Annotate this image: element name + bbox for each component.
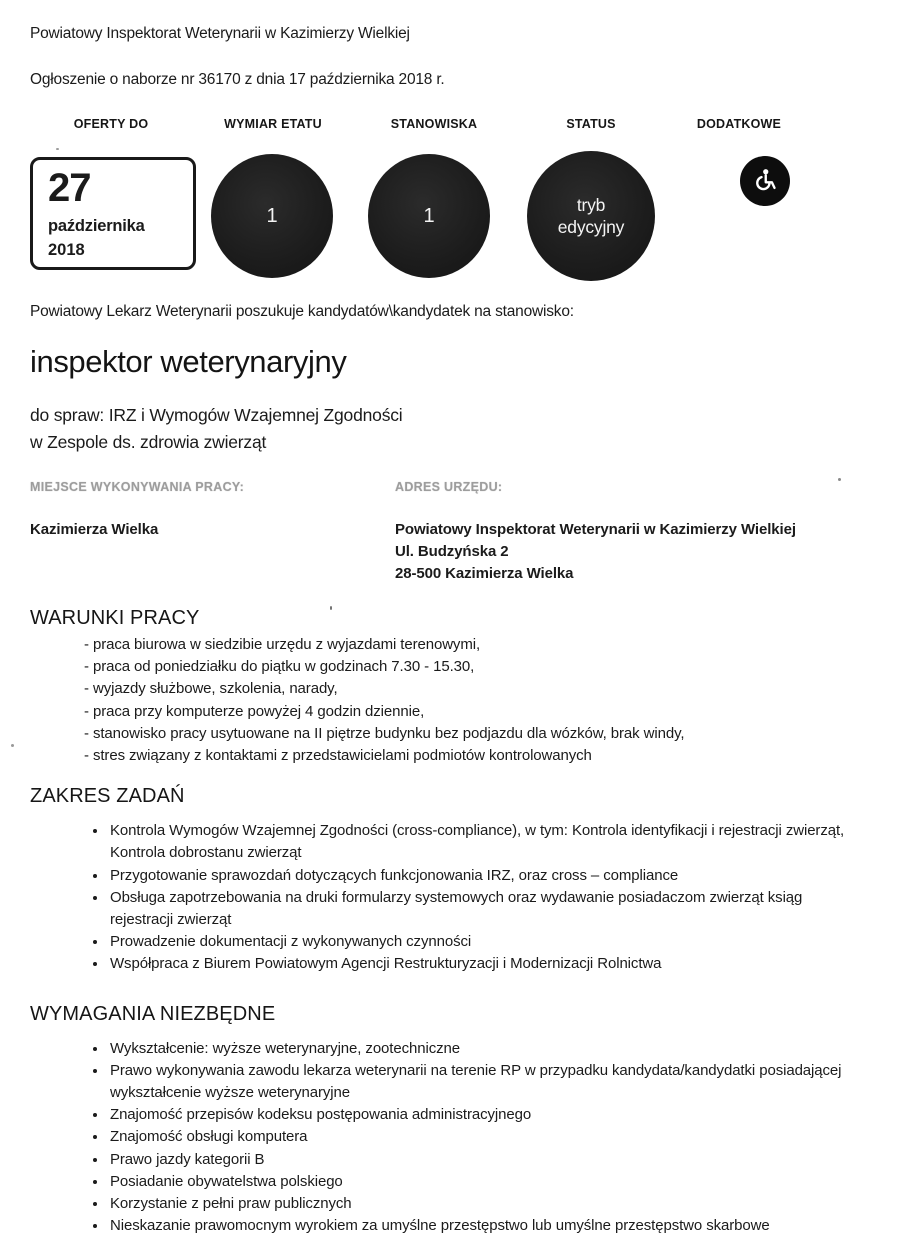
badge-label-wymiar-etatu: WYMIAR ETATU: [224, 117, 322, 131]
section-zakres-zadan: [30, 784, 850, 975]
stanowiska-value: 1: [423, 205, 435, 227]
list-item: - stres związany z kontaktami z przedstawicielami podmiotów kontrolowanych: [84, 747, 592, 765]
section-title-zakres: ZAKRES ZADAŃ: [30, 785, 185, 808]
location-address-labels: [30, 480, 850, 494]
workplace-label: MIEJSCE WYKONYWANIA PRACY:: [30, 480, 245, 494]
section-title-wymagania: WYMAGANIA NIEZBĘDNE: [30, 1002, 276, 1025]
office-address-line: Ul. Budzyńska 2: [395, 543, 509, 560]
list-item: • Prawo jazdy kategorii B: [108, 1149, 850, 1171]
list-item: - praca od poniedziałku do piątku w godzinach 7.30 - 15.30,: [84, 658, 475, 676]
scan-speck: [56, 148, 59, 150]
list-item: • Prawo wykonywania zawodu lekarza weterynarii na terenie RP w przypadku kandydata/kandydatki posiadającej wykształcenie wyższe weterynaryjne: [108, 1060, 850, 1104]
job-subtitle-line1: do spraw: IRZ i Wymogów Wzajemnej Zgodności: [30, 405, 403, 425]
status-value: [558, 194, 625, 238]
list-item: • Znajomość przepisów kodeksu postępowania administracyjnego: [108, 1104, 850, 1126]
offer-deadline-date-box: [30, 157, 196, 270]
scan-speck: [838, 478, 841, 481]
section-warunki-pracy: [30, 606, 850, 767]
list-item: • Prowadzenie dokumentacji z wykonywanych czynności: [108, 931, 850, 953]
summary-badges-row: [0, 117, 900, 302]
list-item: • Nieskazanie prawomocnym wyrokiem za umyślne przestępstwo lub umyślne przestępstwo skarbowe: [108, 1215, 850, 1237]
deadline-day: 27: [48, 166, 91, 210]
location-address-values: [30, 519, 850, 585]
list-item: - praca biurowa w siedzibie urzędu z wyjazdami terenowymi,: [84, 636, 481, 653]
scan-speck: [330, 606, 332, 610]
job-subtitle-line2: w Zespole ds. zdrowia zwierząt: [30, 432, 267, 452]
badge-label-stanowiska: STANOWISKA: [390, 117, 478, 131]
wymagania-list: [30, 1038, 850, 1238]
accessibility-badge: [740, 156, 790, 206]
badge-label-status: STATUS: [566, 117, 616, 131]
zakres-list: [30, 820, 850, 975]
office-address-label: ADRES URZĘDU:: [395, 480, 503, 494]
list-item: • Obsługa zapotrzebowania na druki formularzy systemowych oraz wydawanie posiadaczom zwierząt ksiąg rejestracji zwierząt: [108, 887, 850, 931]
list-item: • Korzystanie z pełni praw publicznych: [108, 1193, 850, 1215]
list-item: - stanowisko pracy usytuowane na II piętrze budynku bez podjazdu dla wózków, brak windy,: [84, 724, 685, 742]
announcement-number-line: Ogłoszenie o naborze nr 36170 z dnia 17 października 2018 r.: [30, 71, 445, 88]
badge-label-dodatkowe: DODATKOWE: [696, 117, 782, 131]
stanowiska-badge: [368, 154, 490, 278]
list-item: • Posiadanie obywatelstwa polskiego: [108, 1171, 850, 1193]
list-item: - praca przy komputerze powyżej 4 godzin dziennie,: [84, 702, 425, 720]
wymiar-etatu-value: 1: [266, 205, 278, 227]
warunki-list: [30, 634, 850, 767]
office-address-line: Powiatowy Inspektorat Weterynarii w Kazimierzy Wielkiej: [395, 521, 796, 538]
list-item: • Współpraca z Biurem Powiatowym Agencji Restrukturyzacji i Modernizacji Rolnictwa: [108, 953, 850, 975]
deadline-year: 2018: [48, 241, 85, 259]
wheelchair-icon: [750, 166, 780, 196]
list-item: • Kontrola Wymogów Wzajemnej Zgodności (cross-compliance), w tym: Kontrola identyfikacji i rejestracji zwierząt, Kontrola dobrostanu zwierząt: [108, 820, 850, 864]
list-item: • Przygotowanie sprawozdań dotyczących funkcjonowania IRZ, oraz cross – compliance: [108, 865, 850, 887]
scan-speck: [11, 744, 14, 747]
office-address-line: 28-500 Kazimierza Wielka: [395, 565, 574, 582]
list-item: - wyjazdy służbowe, szkolenia, narady,: [84, 680, 338, 698]
status-badge: [527, 151, 655, 281]
job-subtitle: [30, 402, 850, 456]
badge-label-oferty-do: OFERTY DO: [73, 117, 149, 131]
office-address-value: [395, 519, 850, 585]
section-wymagania-niezbedne: [30, 1002, 850, 1238]
list-item: • Znajomość obsługi komputera: [108, 1126, 850, 1148]
job-title: inspektor weterynaryjny: [30, 344, 347, 379]
organization-name: Powiatowy Inspektorat Weterynarii w Kazimierzy Wielkiej: [30, 25, 410, 42]
workplace-value: Kazimierza Wielka: [30, 521, 159, 538]
status-value-line2: edycyjny: [557, 217, 625, 237]
list-item: • Wykształcenie: wyższe weterynaryjne, zootechniczne: [108, 1038, 850, 1060]
status-value-line1: tryb: [576, 195, 606, 215]
deadline-month: października: [48, 217, 145, 235]
wymiar-etatu-badge: [211, 154, 333, 278]
recruiter-intro-line: Powiatowy Lekarz Weterynarii poszukuje kandydatów\kandydatek na stanowisko:: [30, 303, 574, 320]
section-title-warunki: WARUNKI PRACY: [30, 607, 200, 629]
